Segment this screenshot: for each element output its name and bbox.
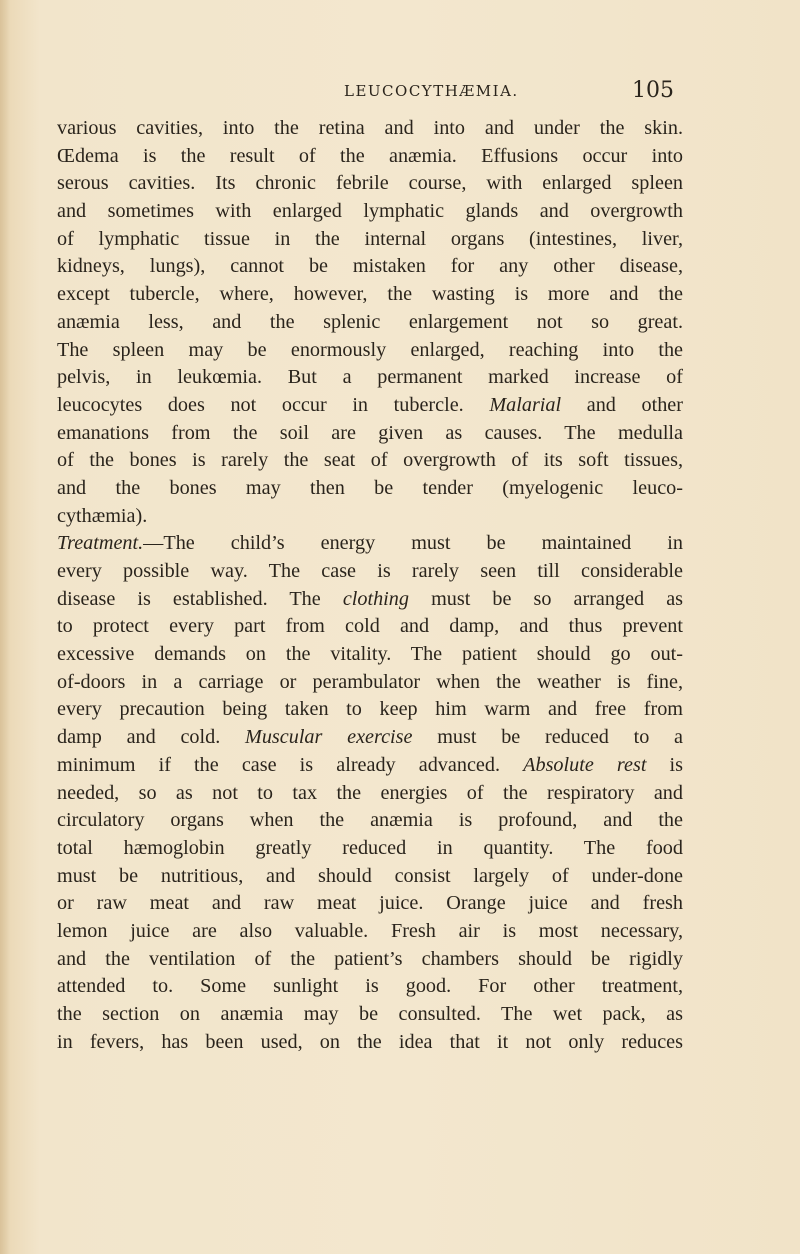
text-line: of the bones is rarely the seat of overgrowth of its soft tissues, [57,449,683,472]
text-line: in fevers, has been used, on the idea that it not only reduces [57,1030,683,1053]
text-line: must be nutritious, and should consist largely of under-done [57,864,683,887]
text-line: serous cavities. Its chronic febrile course, with enlarged spleen [57,172,683,195]
italic-term: Absolute rest [523,753,647,776]
text-line: excessive demands on the vitality. The patient should go out- [57,643,683,666]
text-line: total hæmoglobin greatly reduced in quantity. The food [57,836,683,859]
text-line: of lymphatic tissue in the internal organs (intestines, liver, [57,227,683,250]
text-line: lemon juice are also valuable. Fresh air is most necessary, [57,919,683,942]
italic-term: Malarial [489,393,562,416]
text-line: disease is established. The clothing must be so arranged as [57,587,684,610]
section-heading: Treatment. [57,532,144,555]
text-line: except tubercle, where, however, the wasting is more and the [57,283,683,306]
italic-term: clothing [342,587,409,610]
text-line: and the ventilation of the patient’s chambers should be rigidly [57,947,683,970]
italic-term: Muscular exercise [245,726,413,749]
text-line: emanations from the soil are given as causes. The medulla [57,421,683,444]
text-line: every precaution being taken to keep him warm and free from [57,698,683,721]
text-line: Treatment.—The child’s energy must be maintained in [57,532,683,555]
text-line: various cavities, into the retina and into and under the skin. [57,117,683,139]
text-line: anæmia less, and the splenic enlargement not so great. [57,310,683,333]
body-text [57,115,683,1056]
text-line: kidneys, lungs), cannot be mistaken for any other disease, [57,255,683,278]
text-line: circulatory organs when the anæmia is profound, and the [57,809,683,832]
text-line: of-doors in a carriage or perambulator when the weather is fine, [57,670,683,693]
text-line: leucocytes does not occur in tubercle. Malarial and other [57,393,683,416]
running-head [0,78,800,108]
text-line: minimum if the case is already advanced. Absolute rest is [57,753,684,776]
text-line: and sometimes with enlarged lymphatic glands and overgrowth [57,200,683,223]
text-line: and the bones may then be tender (myelogenic leuco- [57,476,683,499]
text-line: to protect every part from cold and damp, and thus prevent [57,615,683,638]
text-line: pelvis, in leukœmia. But a permanent marked increase of [57,366,683,389]
page-binding-shadow [0,0,10,1254]
text-line: cythæmia). [57,504,148,527]
text-line: The spleen may be enormously enlarged, reaching into the [57,338,683,361]
text-line: the section on anæmia may be consulted. The wet pack, as [57,1003,683,1025]
text-line: attended to. Some sunlight is good. For other treatment, [57,975,683,998]
text-line: needed, so as not to tax the energies of the respiratory and [57,781,683,804]
page-number: 105 [632,78,674,103]
running-title: LEUCOCYTHÆMIA. [344,82,519,100]
text-line: every possible way. The case is rarely seen till considerable [57,560,683,582]
text-line: or raw meat and raw meat juice. Orange juice and fresh [57,892,683,915]
text-line: Œdema is the result of the anæmia. Effusions occur into [57,144,683,167]
text-line: damp and cold. Muscular exercise must be reduced to a [57,726,683,749]
